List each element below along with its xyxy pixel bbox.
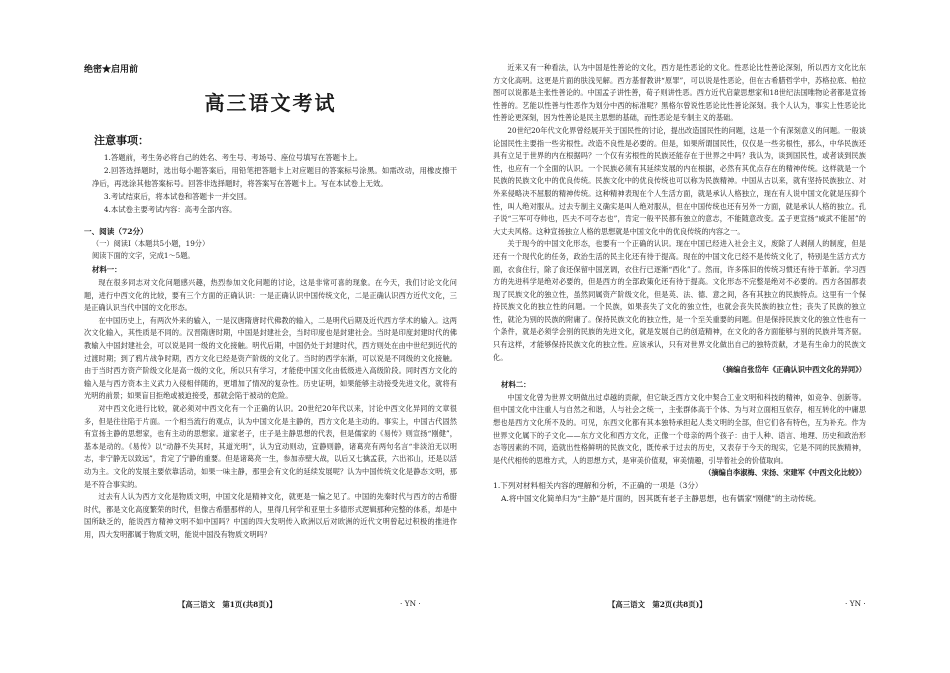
body-paragraph: 20世纪20年代文化界曾经展开关于国民性的讨论，提出改造国民性的问题，这是一个有深刻意义的问题。一般谈论国民性主要指一些劣根性。改造不良性是必要的。但是，如果所谓国民性，仅仅是一些劣根性，那么，中华民族还具有立足于世界的内在根据吗？一个仅有劣根性的民族还能存在于世界之中吗？我认为，谈到国民性，或者谈到民族性，也应有一个全面的认识。一个民族必须有其延续发展的内在根据，必然有其优点存在的精神传统。这样就是一个民族的民族文化中的优良传统。民族文化中的优良传统也可以称为民族精神。中国从古以来，就有坚持民族独立、对外来侵略决不屈服的精神传统。这种精神表现在个人生活方面，就是承认人格独立，现在有人说中国文化就是压抑个性，叫人绝对服从。过去专制主义确实是叫人绝对服从，但在中国传统也还有另外一方面，就是承认人格的独立。孔子说“三军可夺帅也，匹夫不可夺志也”，肯定一般平民都有独立的意志，不能随意改变。孟子更宣扬“威武不能屈”的大丈夫风格。这种宣扬独立人格的思想就是中国文化中的优良传统的内容之一。 <box>493 125 866 236</box>
subsection-heading: （一）阅读Ⅰ（本题共5小题，19分） <box>92 239 210 248</box>
material-two-label: 材料二： <box>501 379 531 389</box>
body-paragraph: 过去有人认为西方文化是物质文明，中国文化是精神文化，就更是一偏之见了。中国的先秦时代与西方的古希腊时代，都是文化高度繁荣的时代，但像古希腊那样的人，里得几何学和亚里士多德形式逻辑那种完整的体系，却是中国所缺乏的，能说西方精神文明不如中国吗？中国的四大发明传入欧洲以后对欧洲的近代文明曾起过积极的推进作用，四大发明都属于物质文明，能说中国没有物质文明吗？ <box>84 492 457 539</box>
reading-instruction: 阅读下面的文字，完成1～5题。 <box>92 251 195 260</box>
exam-title: 高三语文考试 <box>204 91 337 115</box>
body-paragraph: 关于现今的中国文化形态，也要有一个正确的认识。现在中国已经进入社会主义，废除了人剥削人的制度，但是还有一个现代化的任务，政治生活的民主化还有待于提高。现在的中国文化已经不是传统文化了，特别是生活方式方面，衣食住行，除了食还保留中国烹调，衣住行已逐渐“西化”了。然而，许多陈旧的传统习惯还有待于革新。学习西方的先进科学是绝对必要的，但是西方的全部政策化还有待于提高。文化形态不完整是绝对不必要的。西方各国都表现了民族文化的独立性，虽然同属资产阶级文化，但是英、法、德、意之间，各有其独立的民族特点。这里有一个保持民族文化的独立性的问题。一个民族，如果丧失了文化的独立性，也就会丧失民族的独立性；丧失了民族的独立性，就沦为别的民族的附庸了。保持民族文化的独立性，是一个至关重要的问题。但是保持民族文化的独立性也有一个条件，就是必须学会别的民族的先进文化，就是发展自己的创造精神，在文化的各方面能够与别的民族并驾齐驱。只有这样，才能够保持民族文化的独立性。应该承认，只有对世界文化做出自己的独特贡献，才是有生命力的民族文化。 <box>493 239 866 362</box>
footer-code: · YN · <box>845 599 866 608</box>
page-number: 【高三语文 第2页(共8页)】 <box>608 600 707 609</box>
page-number: 【高三语文 第1页(共8页)】 <box>178 600 277 609</box>
source-citation: （摘编自张岱年《正确认识中西文化的异同》） <box>718 365 866 375</box>
notice-item: 2.回答选择题时，选出每小题答案后，用铅笔把答题卡上对应题目的答案标号涂黑。如需改动，用橡皮擦干净后，再选涂其他答案标号。回答非选择题时，将答案写在答题卡上。写在本试卷上无效。 <box>92 166 457 188</box>
notice-list <box>84 151 457 216</box>
exam-page-right <box>475 0 950 673</box>
confidential-label: 绝密★启用前 <box>84 65 139 75</box>
body-paragraph: 中国文化曾为世界文明做出过卓越的贡献，但它缺乏西方文化中契合工业文明和科技的精神，如竞争、创新等。但中国文化中注重人与自然之和谐，人与社会之统一，主张群体高于个体、为与对立面相互依存，相互转化的中庸思想也是西方文化所不及的。可见，东西文化都有其本独特承担起人类文明的全部，但它们各有特色，互为补充。作为世界文化属下的子文化——东方文化和西方文化，正像一个母亲的两个孩子：由于人种、语言、地理、历史和政治形态等因素的不同，造就出性格鲜明的民族文化，既传承于过去的历史，又表存于今天的现实，它是不同的民族精神，是代代相传的思维方式，人的思想方式，是审美价值观，审美情趣，引导着社会的价值取向。 <box>493 392 866 465</box>
footer-code: · YN · <box>400 599 421 608</box>
source-citation: （摘编自李淑梅、宋扬、宋建军《中西文化比较》） <box>704 468 866 478</box>
body-paragraph: 在中国历史上，有两次外来的输入，一是汉唐隋唐时代佛教的输入，二是明代后期及近代西方学术的输入。这两次文化输入，其性质是不同的。汉晋隋唐时期，中国是封建社会，当时印度也是封建社会。当时是印度封建时代的佛教输入中国封建社会，可以说是同一级的文化接触。明代后期，中国仍处于封建时代，西方则处在由中世纪到近代的过渡时期；到了鸦片战争时期，西方文化已经是资产阶级的文化了。当时的西学东渐，可以说是不同级的文化接触。由于当时西方资产阶级文化是高一级的文化，所以只有学习，才能使中国文化由低级进入高级阶段。同时西方文化的输入是与西方资本主义武力入侵相伴随的，更增加了情况的复杂性。历史证明，如果能够主动接受先进文化，就将有光明的前景；如果盲目拒绝或被迫接受，那就会陷于被动的危险。 <box>84 315 457 401</box>
notice-heading: 注意事项： <box>94 134 149 147</box>
notice-item: 3.考试结束后，将本试卷和答题卡一并交回。 <box>103 192 252 201</box>
body-paragraph: 对中西文化进行比较，就必须对中西文化有一个正确的认识。20世纪20年代以来，讨论中西文化异同的文章很多，但是往往陷于片面。一个相当流行的观点，认为中国文化是主静的，西方文化是主动的。事实上，中国古代固然有宣扬主静的思想家，也有主动的思想家。道家老子，庄子是主静思想的代表，但是儒家的《易传》则宣扬“刚健”，基本是动的。《易传》以“动静不失其时，其道光明”，认为宜动则动，宜静则静，诸葛亮有两句名言“非淡泊无以明志，非宁静无以致远”，肯定了宁静的重要。但是诸葛亮一生，参加赤壁大战，以后又七擒孟获，六出祁山，还是以活动为主。文化的发展主要依靠活动，如果一味主静，那里会有文化的延续发展呢？认为中国传统文化是静态文明，那是不符合事实的。 <box>84 403 457 489</box>
material-one-label: 材料一： <box>92 265 122 274</box>
body-paragraph: 近来又有一种看法，认为中国是性善论的文化，西方是性恶论的文化。性恶论比性善论深刻，所以西方文化比东方文化高明。这更是片面的肤浅见解。西方基督教讲“原罪”，可以说是性恶论，但在古希腊哲学中，苏格拉底、柏拉图可以说都是主张性善论的。中国孟子讲性善，荀子则讲性恶。西方近代启蒙思想家和18世纪法国唯物论者都是宣扬性善的。艺能以性善与性恶作为划分中西的标准呢？黑格尔曾说性恶论比性善论深刻。我个人认为，事实上性恶论比性善论更深刻，因为性善论是民主思想的基础，而性恶论是专制主义的基础。 <box>493 63 866 123</box>
option-a: A.将中国文化简单归为“主静”是片面的，因其既有老子主静思想，也有儒家“刚健”的主动传统。 <box>501 493 821 503</box>
question-1: 1.下列对材料相关内容的理解和分析，不正确的一项是（3分） <box>493 481 703 490</box>
section-heading: 一、阅读（72分） <box>84 227 148 236</box>
body-paragraph: 现在很多同志对文化问题感兴趣，热烈参加文化问题的讨论，这是非常可喜的现象。在今天，我们讨论文化问题，进行中西文化的比较，要有三个方面的正确认识：一是正确认识中国传统文化，二是正确认识西方近代文化，三是正确认识当代中国的文化形态。 <box>84 278 457 313</box>
notice-item: 1.答题前，考生务必将自己的姓名、考生号、考场号、座位号填写在答题卡上。 <box>103 153 363 162</box>
notice-item: 4.本试卷主要考试内容：高考全部内容。 <box>103 205 237 214</box>
